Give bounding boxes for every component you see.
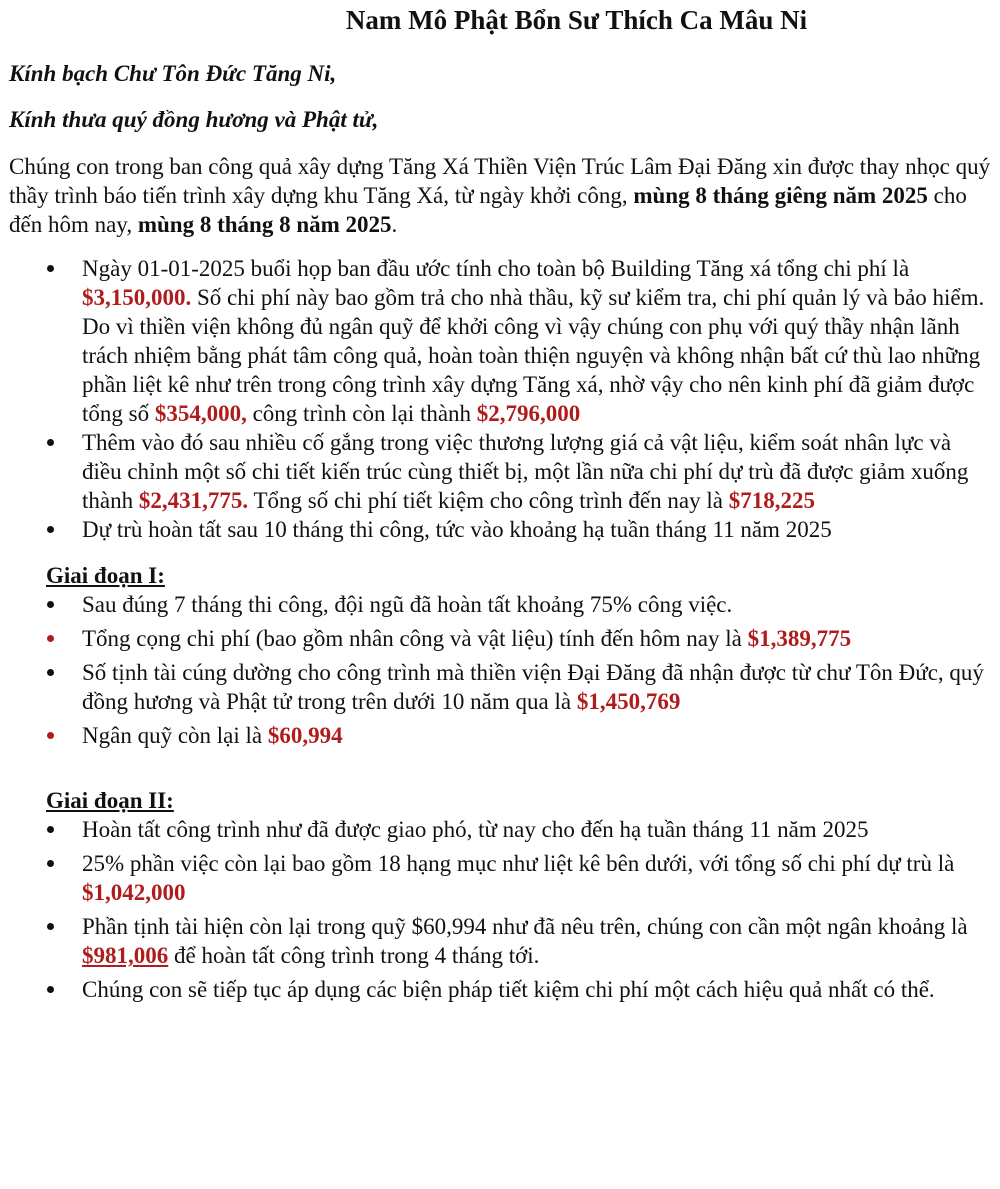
- savings-value: $354,000,: [154, 401, 247, 426]
- list-item: Phần tịnh tài hiện còn lại trong quỹ $60,994 như đã nêu trên, chúng con cần một ngân khoảng là $981,006 để hoàn tất công trình trong 4 tháng tới.: [9, 912, 994, 970]
- overview-list: [9, 254, 994, 544]
- intro-text: .: [391, 212, 398, 237]
- list-item: Ngân quỹ còn lại là $60,994: [9, 721, 994, 750]
- list-item: Dự trù hoàn tất sau 10 tháng thi công, tức vào khoảng hạ tuần tháng 11 năm 2025: [9, 515, 994, 544]
- funding-needed-value: $981,006: [82, 943, 169, 968]
- intro-paragraph: [9, 152, 994, 239]
- phase-2-list: [9, 815, 994, 1004]
- intro-text: Chúng con trong ban công quả xây dựng Tăng Xá Thiền Viện Trúc Lâm Đại Đăng xin được thay nhọc quý thầy trình báo tiến trình xây dựng khu Tăng Xá, từ ngày khởi công,: [9, 154, 991, 208]
- bullet-icon: [47, 601, 54, 608]
- bullet-icon: [47, 265, 54, 272]
- remaining-cost-value: $2,796,000: [476, 401, 581, 426]
- initial-cost-value: $3,150,000.: [82, 285, 192, 310]
- start-date: mùng 8 tháng giêng năm 2025: [633, 183, 928, 208]
- list-item: Ngày 01-01-2025 buổi họp ban đầu ước tính cho toàn bộ Building Tăng xá tổng chi phí là $3,150,000. Số chi phí này bao gồm trả cho nhà thầu, kỹ sư kiểm tra, chi phí quản lý và bảo hiểm. Do vì thiền viện không đủ ngân quỹ để khởi công vì vậy chúng con phụ với quý thầy nhận lãnh trách nhiệm bằng phát tâm công quả, hoàn toàn thiện nguyện và không nhận bất cứ thù lao những phần liệt kê như trên trong công trình xây dựng Tăng xá, nhờ vậy cho nên kinh phí đã giảm được tổng số $354,000, công trình còn lại thành $2,796,000: [9, 254, 994, 428]
- bullet-icon: [47, 439, 54, 446]
- page-title: Nam Mô Phật Bổn Sư Thích Ca Mâu Ni: [345, 5, 808, 35]
- phase-2-heading: Giai đoạn II:: [46, 788, 174, 813]
- bullet-icon: [47, 669, 54, 676]
- total-spent-value: $1,389,775: [747, 626, 852, 651]
- phase-1-list: [9, 590, 994, 750]
- salutation-clergy: Kính bạch Chư Tôn Đức Tăng Ni,: [9, 61, 337, 86]
- list-item: Chúng con sẽ tiếp tục áp dụng các biện pháp tiết kiệm chi phí một cách hiệu quả nhất có thể.: [9, 975, 994, 1004]
- remaining-fund-value: $60,994: [267, 723, 343, 748]
- intro-text: cho đến hôm nay,: [9, 183, 967, 237]
- report-date: mùng 8 tháng 8 năm 2025: [137, 212, 392, 237]
- list-item: Sau đúng 7 tháng thi công, đội ngũ đã hoàn tất khoảng 75% công việc.: [9, 590, 994, 619]
- estimated-remaining-cost-value: $1,042,000: [82, 880, 186, 905]
- list-item: Hoàn tất công trình như đã được giao phó, từ nay cho đến hạ tuần tháng 11 năm 2025: [9, 815, 994, 844]
- bullet-icon: [47, 526, 54, 533]
- reduced-cost-value: $2,431,775.: [138, 488, 249, 513]
- phase-1-heading: Giai đoạn I:: [46, 563, 165, 588]
- bullet-icon: [47, 826, 54, 833]
- bullet-icon: [47, 986, 54, 993]
- bullet-icon: [47, 860, 54, 867]
- total-savings-value: $718,225: [728, 488, 815, 513]
- bullet-icon: [47, 923, 54, 930]
- list-item: 25% phần việc còn lại bao gồm 18 hạng mục như liệt kê bên dưới, với tổng số chi phí dự trù là $1,042,000: [9, 849, 994, 907]
- list-item: Thêm vào đó sau nhiều cố gắng trong việc thương lượng giá cả vật liệu, kiểm soát nhân lực và điều chỉnh một số chi tiết kiến trúc cùng thiết bị, một lần nữa chi phí dự trù đã được giảm xuống thành $2,431,775. Tổng số chi phí tiết kiệm cho công trình đến nay là $718,225: [9, 428, 994, 515]
- list-item: Tổng cọng chi phí (bao gồm nhân công và vật liệu) tính đến hôm nay là $1,389,775: [9, 624, 994, 653]
- list-item: Số tịnh tài cúng dường cho công trình mà thiền viện Đại Đăng đã nhận được từ chư Tôn Đức, quý đồng hương và Phật tử trong trên dưới 10 năm qua là $1,450,769: [9, 658, 994, 716]
- donations-value: $1,450,769: [576, 689, 681, 714]
- bullet-icon: [47, 635, 54, 642]
- bullet-icon: [47, 732, 54, 739]
- salutation-community: Kính thưa quý đồng hương và Phật tử,: [9, 107, 379, 132]
